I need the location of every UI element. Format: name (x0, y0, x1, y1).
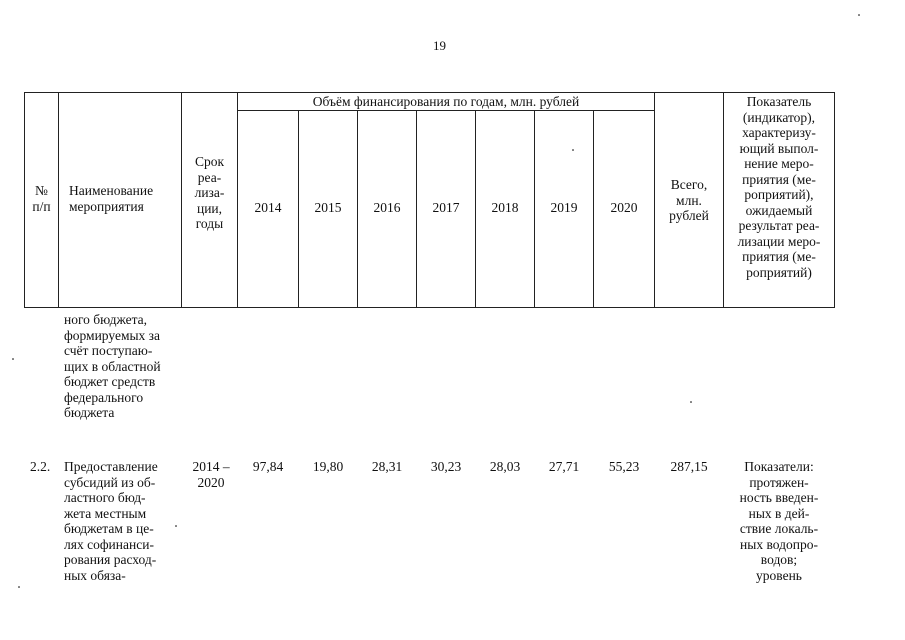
header-name: Наименование мероприятия (69, 183, 154, 214)
header-year-2018: 2018 (491, 200, 519, 215)
row-2-2-total: 287,15 (670, 459, 708, 474)
continuation-name: ного бюджета, формируемых за счёт поступаю- щих в областной бюджет средств федерального бюджета (64, 312, 161, 420)
scan-speck (18, 586, 20, 588)
header-indicator: Показатель (индикатор), характеризу- ющий выпол- нение меро- приятия (ме- роприятий), ожидаемый результат реа- лизации меро- приятия (ме- роприятий) (737, 94, 821, 280)
row-2-2-value-2016: 28,31 (371, 459, 403, 474)
header-year-2019: 2019 (550, 200, 578, 215)
header-funding-group: Объём финансирования по годам, млн. рублей (312, 94, 580, 109)
row-2-2-value-2015: 19,80 (312, 459, 344, 474)
row-2-2-value-2014: 97,84 (252, 459, 284, 474)
scan-speck (12, 358, 14, 360)
row-2-2-value-2018: 28,03 (489, 459, 521, 474)
header-year-2020: 2020 (610, 200, 638, 215)
header-no: № п/п (32, 183, 51, 214)
row-2-2-number: 2.2. (30, 459, 51, 474)
row-2-2-term: 2014 – 2020 (192, 459, 230, 490)
header-year-2017: 2017 (432, 200, 460, 215)
scan-speck (690, 401, 692, 403)
row-2-2-name: Предоставление субсидий из об- ластного бюд- жета местным бюджетам в це- лях софинанси- рования расход- ных обяза- (64, 459, 158, 583)
row-2-2-value-2019: 27,71 (548, 459, 580, 474)
page-number: 19 (433, 38, 446, 53)
header-year-2016: 2016 (373, 200, 401, 215)
header-term: Срок реа- лиза- ции, годы (194, 154, 225, 231)
row-2-2-value-2020: 55,23 (608, 459, 640, 474)
header-year-2014: 2014 (254, 200, 282, 215)
row-2-2-indicator: Показатели: протяжен- ность введен- ных в дей- ствие локаль- ных водопро- водов; уровень (739, 459, 819, 583)
scan-speck (572, 149, 574, 151)
scan-speck (175, 525, 177, 527)
scan-speck (858, 14, 860, 16)
row-2-2-value-2017: 30,23 (430, 459, 462, 474)
header-total: Всего, млн. рублей (669, 177, 709, 223)
header-year-2015: 2015 (314, 200, 342, 215)
